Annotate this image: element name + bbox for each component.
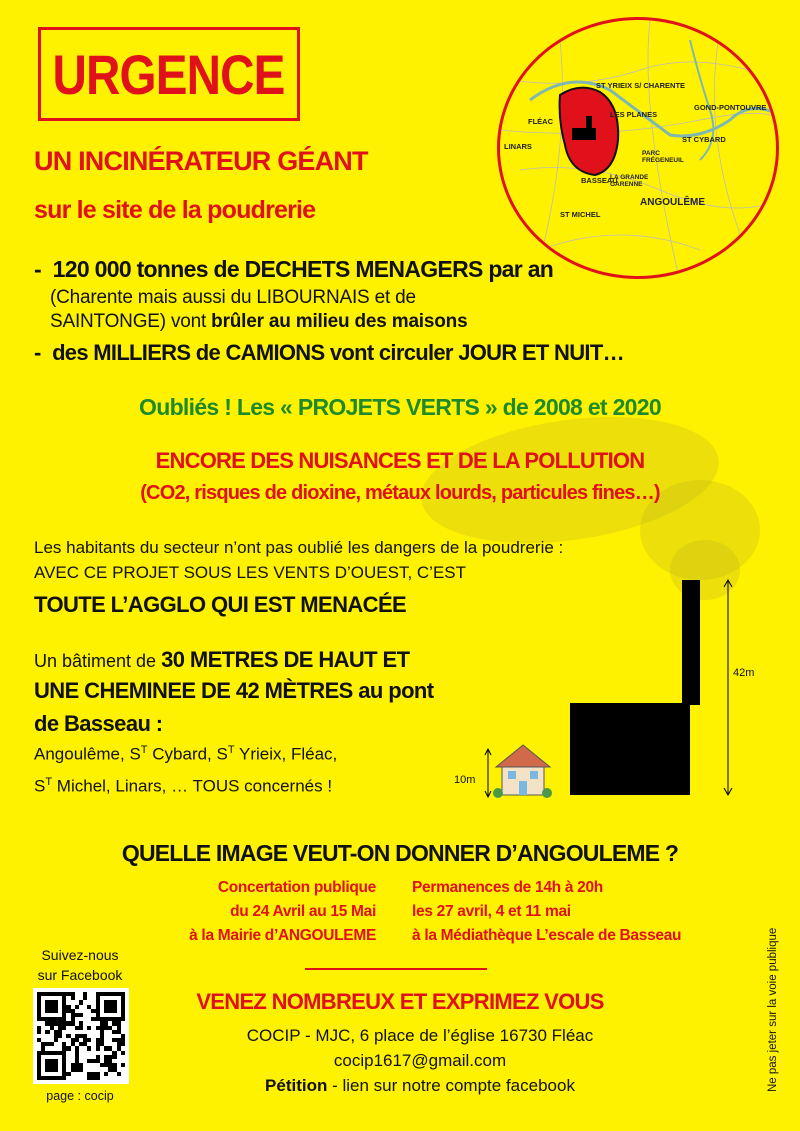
- event-consultation: Concertation publique du 24 Avril au 15 Mai à la Mairie d’ANGOULEME: [189, 879, 376, 944]
- urgence-title: URGENCE: [52, 42, 286, 106]
- divider: [305, 968, 487, 970]
- factory-icon: [572, 128, 596, 140]
- email-link[interactable]: cocip1617@gmail.com: [333, 1051, 507, 1070]
- petition-line: Pétition - lien sur notre compte facebook: [265, 1076, 575, 1095]
- building-line-4: Angoulême, $S^T$ Cybard, $S^T$ Yrieix, Fléac,: [34, 744, 338, 764]
- map-label-st-yrieix: ST YRIEIX S/ CHARENTE: [596, 81, 686, 90]
- call-to-action: VENEZ NOMBREUX ET EXPRIMEZ VOUS: [196, 989, 604, 1014]
- building-line-3: de Basseau :: [34, 711, 163, 736]
- building-line-1: Un bâtiment de 30 METRES DE HAUT ET: [34, 647, 410, 672]
- qr-grid: [37, 992, 125, 1080]
- facebook-follow: Suivez-nous sur Facebook: [37, 947, 123, 983]
- incinerator-building: [570, 703, 690, 795]
- map-label-angouleme: ANGOULÊME: [640, 197, 705, 208]
- building-line-2: UNE CHEMINEE DE 42 MÈTRES au pont: [34, 678, 434, 703]
- map-label-parc: PARC FRÉGENEUIL: [642, 150, 684, 164]
- location-map: [497, 17, 779, 279]
- bullet-waste: - 120 000 tonnes de DECHETS MENAGERS par an: [34, 256, 554, 282]
- danger-line-1: Les habitants du secteur n’ont pas oublié les dangers de la poudrerie :: [34, 538, 564, 557]
- green-projects-line: Oubliés ! Les « PROJETS VERTS » de 2008 et 2020: [139, 394, 661, 420]
- qr-code[interactable]: [33, 988, 129, 1084]
- bullet-waste-burn: SAINTONGE) vont brûler au milieu des maisons: [50, 311, 468, 332]
- map-label-gond: GOND-PONTOUVRE: [694, 103, 767, 112]
- chimney: [682, 580, 700, 705]
- headline-incinerator: UN INCINÉRATEUR GÉANT: [34, 146, 368, 176]
- pollution-title: ENCORE DES NUISANCES ET DE LA POLLUTION: [155, 448, 645, 473]
- map-label-grande-garenne: LA GRANDE GARENNE: [610, 174, 649, 188]
- height-diagram: [450, 575, 770, 805]
- danger-line-3: TOUTE L’AGGLO QUI EST MENACÉE: [34, 592, 407, 617]
- event-permanences: Permanences de 14h à 20h les 27 avril, 4 et 11 mai à la Médiathèque L’escale de Basseau: [412, 879, 682, 944]
- map-label-st-cybard: ST CYBARD: [682, 135, 726, 144]
- map-drawing: [500, 20, 779, 279]
- chimney-height-label: 42m: [733, 667, 755, 679]
- map-label-basseau: BASSEAU: [581, 176, 618, 185]
- house-height-label: 10m: [454, 774, 476, 786]
- bullet-trucks: - des MILLIERS de CAMIONS vont circuler JOUR ET NUIT…: [34, 340, 624, 365]
- map-label-fleac: FLÉAC: [528, 117, 553, 126]
- danger-line-2: AVEC CE PROJET SOUS LES VENTS D’OUEST, C’EST: [34, 563, 467, 582]
- map-label-linars: LINARS: [504, 142, 532, 151]
- side-note: Ne pas jeter sur la voie publique: [767, 927, 779, 1093]
- urgence-box: [38, 27, 300, 121]
- question-line: QUELLE IMAGE VEUT-ON DONNER D’ANGOULEME ?: [121, 840, 679, 866]
- address: COCIP - MJC, 6 place de l’église 16730 Fléac: [246, 1026, 594, 1045]
- map-label-st-michel: ST MICHEL: [560, 210, 601, 219]
- pollution-detail: (CO2, risques de dioxine, métaux lourds, particules fines…): [140, 482, 660, 504]
- house-icon: [493, 745, 552, 798]
- height-diagram-svg: [450, 575, 770, 805]
- facebook-page: page : cocip: [46, 1089, 114, 1103]
- map-label-les-planes: LES PLANES: [610, 110, 658, 119]
- bullet-waste-origin: (Charente mais aussi du LIBOURNAIS et de: [50, 287, 416, 308]
- building-line-5: $S^T$ Michel, Linars, … TOUS concernés !: [34, 776, 333, 796]
- headline-site: sur le site de la poudrerie: [34, 196, 316, 224]
